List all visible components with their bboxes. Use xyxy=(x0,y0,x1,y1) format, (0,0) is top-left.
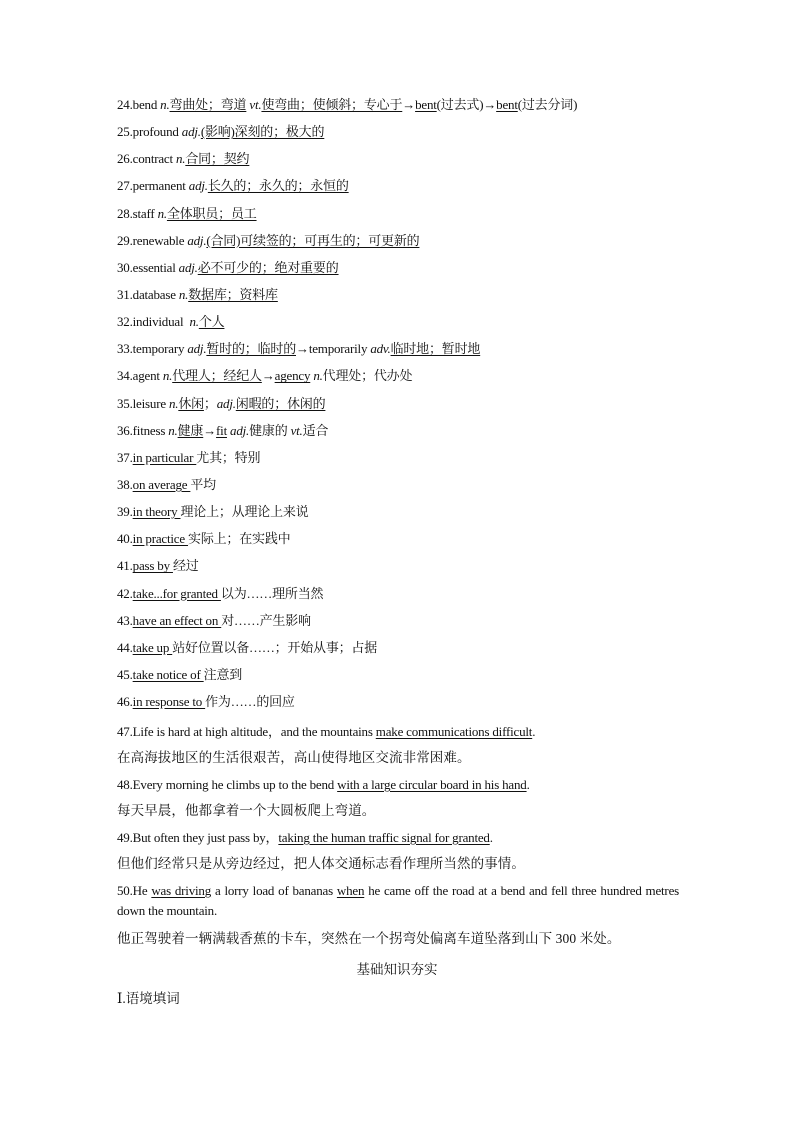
sentence-50-english xyxy=(117,881,679,929)
arrow: → xyxy=(483,97,497,112)
meaning: 理论上；从理论上来说 xyxy=(180,504,309,520)
sentence-text: a lorry load of bananas xyxy=(211,883,337,898)
term: 26.contract xyxy=(117,151,176,167)
item-number: 38. xyxy=(117,476,133,492)
part-of-speech: n. xyxy=(178,286,189,302)
sentence-49-chinese: 但他们经常只是从旁边经过，把人体交通标志看作理所当然的事情。 xyxy=(117,856,525,871)
arrow: → xyxy=(402,97,416,112)
part-of-speech: vt. xyxy=(249,97,262,112)
key-phrase: when xyxy=(336,883,365,898)
meaning: 站好位置以备……；开始从事；占据 xyxy=(172,639,378,655)
vocab-item-30 xyxy=(117,257,677,284)
meaning: 全体职员；员工 xyxy=(166,205,257,221)
part-of-speech: adj. xyxy=(178,259,198,275)
sentence-text: . xyxy=(532,724,536,739)
arrow: → xyxy=(203,422,217,438)
phrase: in theory xyxy=(132,504,181,520)
sentence-48-english xyxy=(117,775,679,801)
phrase-item-38 xyxy=(117,474,677,501)
vocab-item-32 xyxy=(117,311,677,338)
meaning: 实际上；在实践中 xyxy=(188,531,291,547)
meaning: 休闲 xyxy=(178,395,204,411)
meaning: 闲暇的；休闲的 xyxy=(235,395,326,411)
meaning: 注意到 xyxy=(203,666,243,682)
meaning: 代理处；代办处 xyxy=(322,368,413,384)
vocab-item-24 xyxy=(117,94,677,121)
meaning: 长久的；永久的；永恒的 xyxy=(207,178,349,194)
part-of-speech: n. xyxy=(162,368,173,384)
derived-form: bent xyxy=(415,97,437,112)
vocab-item-33 xyxy=(117,338,677,365)
vocabulary-list xyxy=(117,94,677,718)
phrase: have an effect on xyxy=(132,612,222,628)
part-of-speech: adj. xyxy=(188,178,208,194)
derived-note: (过去分词) xyxy=(517,97,578,112)
phrase: take up xyxy=(132,639,173,655)
derived-form: temporarily xyxy=(308,341,371,357)
sentence-text: . xyxy=(489,830,493,845)
phrase-item-40 xyxy=(117,528,677,555)
part-of-speech: adj. xyxy=(187,341,207,357)
part-of-speech: adv. xyxy=(370,341,391,357)
item-number: 41. xyxy=(117,558,133,574)
phrase-item-42 xyxy=(117,583,677,610)
meaning: (合同)可续签的；可再生的；可更新的 xyxy=(206,232,420,248)
separator: ； xyxy=(203,395,217,411)
term: 30.essential xyxy=(117,259,179,275)
derived-form: agency xyxy=(274,368,311,384)
sentence-text: he came off the road at a bend and fell three hundred metres down the mountain. xyxy=(117,883,679,918)
sentence-text: 50.He xyxy=(117,883,152,898)
item-number: 37. xyxy=(117,449,133,465)
part-of-speech: vt. xyxy=(290,422,303,438)
item-number: 40. xyxy=(117,531,133,547)
vocab-item-31 xyxy=(117,284,677,311)
meaning: 必不可少的；绝对重要的 xyxy=(197,259,339,275)
phrase: take notice of xyxy=(132,666,204,682)
meaning: 适合 xyxy=(302,422,329,438)
phrase: on average xyxy=(132,476,191,492)
phrase-item-41 xyxy=(117,555,677,582)
term: 24.bend xyxy=(117,97,161,112)
term: 34.agent xyxy=(117,368,163,384)
meaning: (影响)深刻的；极大的 xyxy=(200,124,325,140)
meaning: 临时地；暂时地 xyxy=(390,341,481,357)
phrase: pass by xyxy=(132,558,173,574)
phrase: in practice xyxy=(132,531,189,547)
phrase-item-37 xyxy=(117,447,677,474)
term: 35.leisure xyxy=(117,395,169,411)
phrase: take...for granted xyxy=(132,585,221,601)
meaning: 以为……理所当然 xyxy=(220,585,324,601)
item-number: 42. xyxy=(117,585,133,601)
arrow: → xyxy=(261,368,275,384)
sentence-48-chinese: 每天早晨，他都拿着一个大圆板爬上弯道。 xyxy=(117,803,376,818)
meaning: 数据库；资料库 xyxy=(188,286,278,302)
sentence-text: . xyxy=(526,777,530,792)
meaning: 尤其；特别 xyxy=(196,449,261,465)
phrase-item-43 xyxy=(117,610,677,637)
meaning: 暂时的；临时的 xyxy=(206,341,296,357)
part-of-speech: n. xyxy=(168,422,178,438)
meaning: 作为……的回应 xyxy=(205,694,295,710)
meaning: 对……产生影响 xyxy=(221,612,311,628)
vocab-item-36 xyxy=(117,420,677,447)
part-of-speech: n. xyxy=(157,205,167,221)
meaning: 个人 xyxy=(198,314,225,330)
term: 36.fitness xyxy=(117,422,169,438)
term: 28.staff xyxy=(117,205,158,221)
term: 27.permanent xyxy=(117,178,189,194)
item-number: 45. xyxy=(117,666,133,682)
meaning: 健康的 xyxy=(249,422,291,438)
vocab-item-34 xyxy=(117,365,677,392)
part-of-speech: n. xyxy=(160,97,170,112)
item-number: 39. xyxy=(117,504,133,520)
part-of-speech: adj. xyxy=(216,395,236,411)
vocab-item-28 xyxy=(117,203,677,230)
section-title: 基础知识夯实 xyxy=(356,962,438,977)
part-of-speech: adj. xyxy=(226,422,250,438)
part-of-speech: adj. xyxy=(181,124,201,140)
vocab-item-35 xyxy=(117,393,677,420)
derived-form: bent xyxy=(496,97,518,112)
part-of-speech: n. xyxy=(310,368,323,384)
meaning: 弯曲处；弯道 xyxy=(169,97,247,112)
key-phrase: with a large circular board in his hand xyxy=(337,777,527,792)
vocab-item-25 xyxy=(117,121,677,148)
meaning: 代理人；经纪人 xyxy=(172,368,262,384)
sentence-list xyxy=(117,722,679,956)
vocab-item-29 xyxy=(117,230,677,257)
meaning: 健康 xyxy=(177,422,204,438)
item-number: 43. xyxy=(117,612,133,628)
sentence-text: 48.Every morning he climbs up to the bend xyxy=(117,777,338,792)
subsection-title: Ⅰ.语境填词 xyxy=(117,991,180,1006)
phrase: in response to xyxy=(132,694,206,710)
meaning: 使弯曲；使倾斜；专心于 xyxy=(261,97,403,112)
part-of-speech: adj. xyxy=(187,232,207,248)
phrase-item-46 xyxy=(117,691,677,718)
term: 33.temporary xyxy=(117,341,188,357)
sentence-text: 47.Life is hard at high altitude，and the mountains xyxy=(117,724,376,739)
term: 29.renewable xyxy=(117,232,188,248)
vocab-item-27 xyxy=(117,175,677,202)
phrase-item-45 xyxy=(117,664,677,691)
phrase-item-44 xyxy=(117,637,677,664)
arrow: → xyxy=(296,341,309,357)
key-phrase: was driving xyxy=(151,883,212,898)
term: 32.individual xyxy=(117,314,190,330)
meaning: 平均 xyxy=(190,476,216,492)
part-of-speech: n. xyxy=(189,314,199,330)
part-of-speech: n. xyxy=(175,151,186,167)
term: 31.database xyxy=(117,286,179,302)
phrase-item-39 xyxy=(117,501,677,528)
sentence-47-english xyxy=(117,722,679,748)
sentence-47-chinese: 在高海拔地区的生活很艰苦，高山使得地区交流非常困难。 xyxy=(117,750,471,765)
sentence-50-chinese: 他正驾驶着一辆满载香蕉的卡车，突然在一个拐弯处偏离车道坠落到山下 300 米处。 xyxy=(117,931,621,946)
key-phrase: make communications difficult xyxy=(375,724,533,739)
vocab-item-26 xyxy=(117,148,677,175)
item-number: 46. xyxy=(117,694,133,710)
term: 25.profound xyxy=(117,124,182,140)
item-number: 44. xyxy=(117,639,133,655)
part-of-speech: n. xyxy=(168,395,179,411)
meaning: 合同；契约 xyxy=(185,151,250,167)
sentence-49-english xyxy=(117,828,679,854)
derived-form: fit xyxy=(216,422,227,438)
derived-note: (过去式) xyxy=(436,97,484,112)
sentence-text: 49.But often they just pass by， xyxy=(117,830,279,845)
meaning: 经过 xyxy=(172,558,199,574)
phrase: in particular xyxy=(132,449,197,465)
key-phrase: taking the human traffic signal for granted xyxy=(278,830,490,845)
